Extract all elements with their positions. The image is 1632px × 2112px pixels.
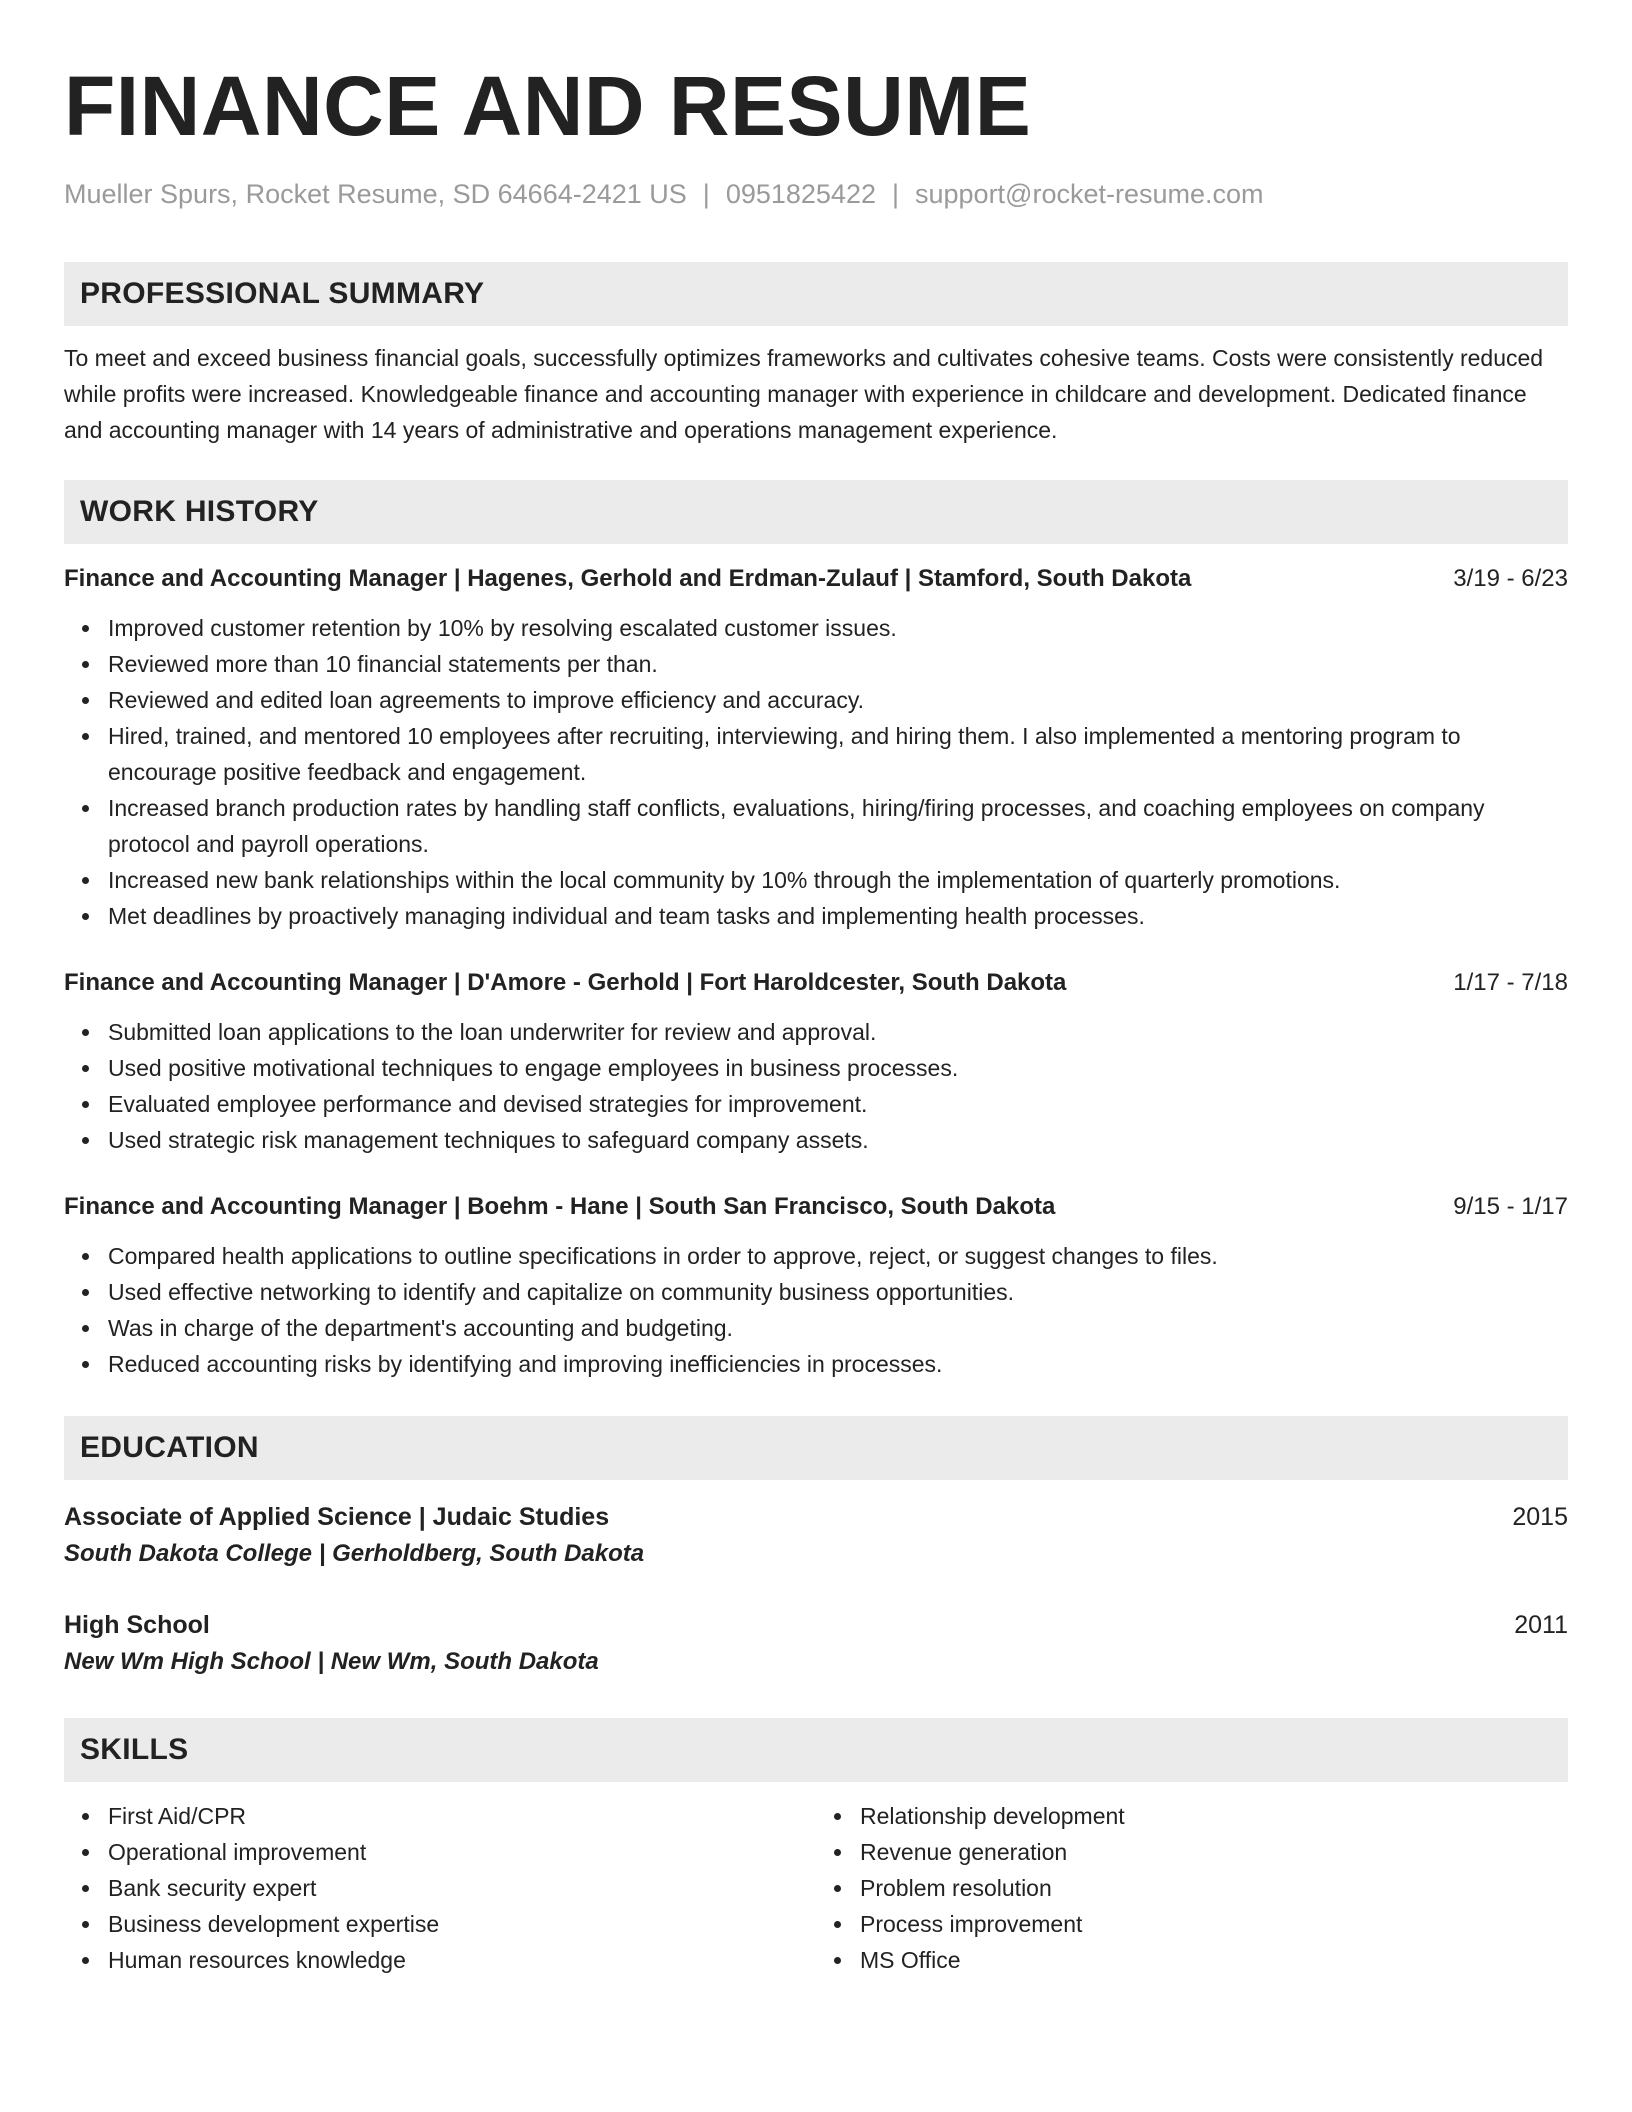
skill-item: Operational improvement (108, 1834, 816, 1870)
skill-item: Business development expertise (108, 1906, 816, 1942)
job-title: Finance and Accounting Manager | Hagenes, Gerhold and Erdman-Zulauf | Stamford, South Dakota (64, 565, 1192, 592)
job-bullet: Submitted loan applications to the loan underwriter for review and approval. (108, 1014, 1568, 1050)
job-bullet: Increased new bank relationships within the local community by 10% through the implementation of quarterly promotions. (108, 862, 1568, 898)
job-bullet: Increased branch production rates by handling staff conflicts, evaluations, hiring/firing processes, and coaching employees on company protocol and payroll operations. (108, 790, 1568, 862)
job-dates: 9/15 - 1/17 (1453, 1193, 1568, 1220)
job-dates: 3/19 - 6/23 (1453, 565, 1568, 592)
job-bullet: Reviewed and edited loan agreements to improve efficiency and accuracy. (108, 682, 1568, 718)
job-bullets (64, 1014, 1568, 1158)
skill-item: Revenue generation (860, 1834, 1568, 1870)
job-title: Finance and Accounting Manager | Boehm - Hane | South San Francisco, South Dakota (64, 1193, 1056, 1220)
job-entry (64, 1190, 1568, 1382)
contact-separator: | (702, 179, 710, 209)
section-header-work-history: WORK HISTORY (64, 480, 1568, 544)
job-bullet: Used positive motivational techniques to engage employees in business processes. (108, 1050, 1568, 1086)
skill-item: First Aid/CPR (108, 1798, 816, 1834)
job-bullet: Was in charge of the department's accounting and budgeting. (108, 1310, 1568, 1346)
contact-address: Mueller Spurs, Rocket Resume, SD 64664-2421 US (64, 179, 687, 209)
education-entry (64, 1606, 1568, 1680)
contact-email: support@rocket-resume.com (915, 179, 1264, 209)
education-entry (64, 1498, 1568, 1572)
skill-item: MS Office (860, 1942, 1568, 1978)
contact-phone: 0951825422 (725, 179, 876, 209)
education-year: 2011 (1514, 1611, 1568, 1639)
contact-separator: | (891, 179, 899, 209)
skill-item: Bank security expert (108, 1870, 816, 1906)
skills-list (64, 1798, 1568, 1978)
job-header (64, 1190, 1568, 1224)
education-school: New Wm High School | New Wm, South Dakota (64, 1648, 599, 1675)
resume-name: FINANCE AND RESUME (64, 59, 1032, 153)
job-bullets (64, 610, 1568, 934)
skills-column-right (816, 1798, 1568, 1978)
job-bullet: Improved customer retention by 10% by resolving escalated customer issues. (108, 610, 1568, 646)
contact-line (64, 176, 1568, 212)
skills-column-left (64, 1798, 816, 1978)
section-header-skills: SKILLS (64, 1718, 1568, 1782)
job-bullets (64, 1238, 1568, 1382)
job-bullet: Compared health applications to outline specifications in order to approve, reject, or suggest changes to files. (108, 1238, 1568, 1274)
education-header (64, 1606, 1568, 1644)
section-header-education: EDUCATION (64, 1416, 1568, 1480)
job-entry (64, 562, 1568, 934)
job-bullet: Met deadlines by proactively managing individual and team tasks and implementing health processes. (108, 898, 1568, 934)
job-title: Finance and Accounting Manager | D'Amore - Gerhold | Fort Haroldcester, South Dakota (64, 969, 1067, 996)
job-bullet: Used strategic risk management techniques to safeguard company assets. (108, 1122, 1568, 1158)
section-header-summary: PROFESSIONAL SUMMARY (64, 262, 1568, 326)
job-header (64, 966, 1568, 1000)
skill-item: Process improvement (860, 1906, 1568, 1942)
skill-item: Problem resolution (860, 1870, 1568, 1906)
skill-item: Relationship development (860, 1798, 1568, 1834)
job-header (64, 562, 1568, 596)
job-entry (64, 966, 1568, 1158)
job-bullet: Reviewed more than 10 financial statements per than. (108, 646, 1568, 682)
job-bullet: Reduced accounting risks by identifying and improving inefficiencies in processes. (108, 1346, 1568, 1382)
education-degree: High School (64, 1611, 210, 1639)
education-school: South Dakota College | Gerholdberg, South Dakota (64, 1540, 645, 1567)
job-bullet: Used effective networking to identify and capitalize on community business opportunities. (108, 1274, 1568, 1310)
skill-item: Human resources knowledge (108, 1942, 816, 1978)
summary-text: To meet and exceed business financial goals, successfully optimizes frameworks and cultivates cohesive teams. Costs were consistently reduced while profits were increased. Knowledgeable finance and accounting manager with experience in childcare and development. Dedicated finance and accounting manager with 14 years of administrative and operations management experience. (64, 345, 1544, 443)
job-bullet: Hired, trained, and mentored 10 employees after recruiting, interviewing, and hiring them. I also implemented a mentoring program to encourage positive feedback and engagement. (108, 718, 1568, 790)
education-year: 2015 (1512, 1503, 1568, 1531)
education-degree: Associate of Applied Science | Judaic Studies (64, 1503, 610, 1531)
job-bullet: Evaluated employee performance and devised strategies for improvement. (108, 1086, 1568, 1122)
job-dates: 1/17 - 7/18 (1453, 969, 1568, 996)
education-header (64, 1498, 1568, 1536)
